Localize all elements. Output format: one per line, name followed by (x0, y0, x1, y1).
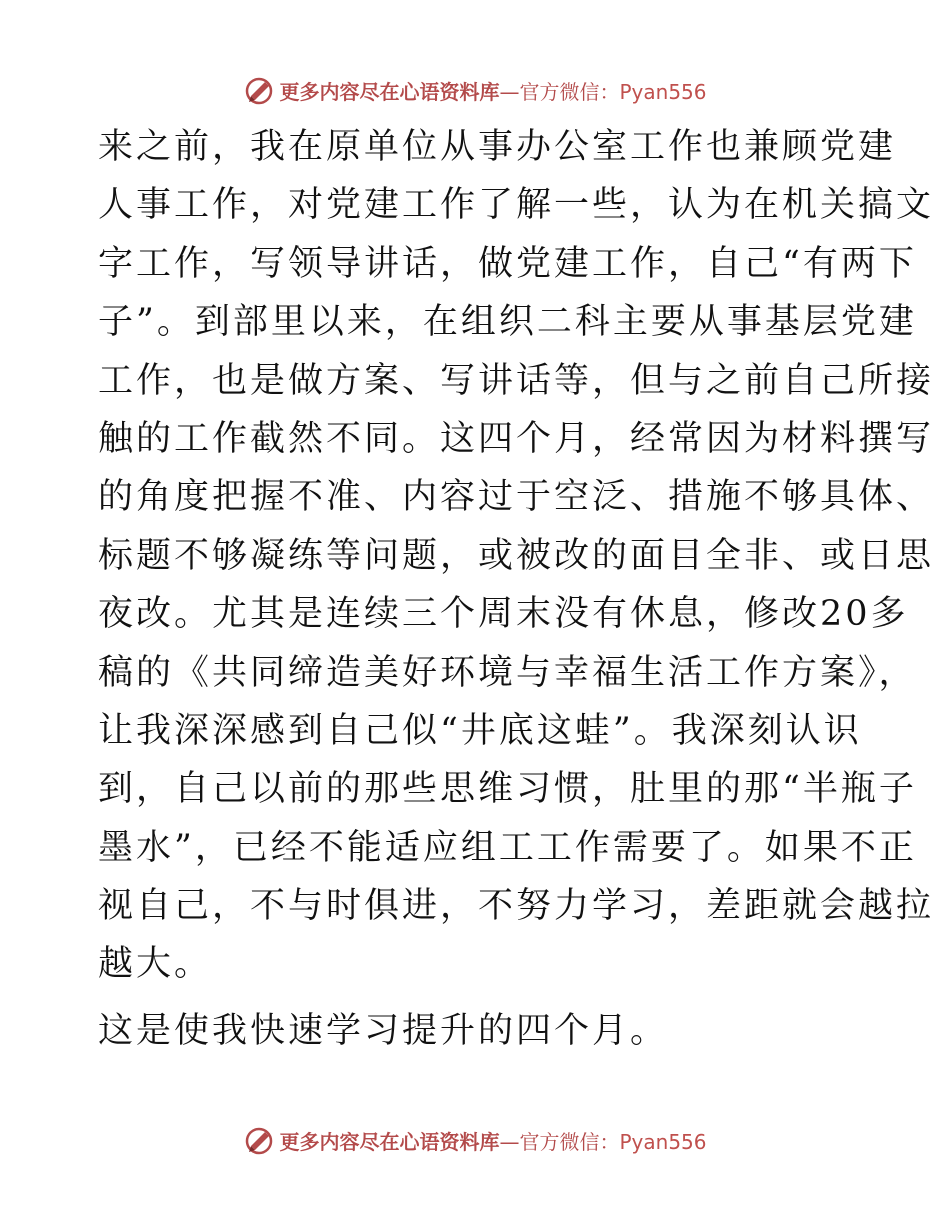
header-banner (0, 70, 950, 110)
banner-separator: — (499, 79, 520, 104)
banner-text (279, 1126, 706, 1155)
text-line: 视自己，不与时俱进，不努力学习，差距就会越拉 (98, 886, 935, 927)
text-line: 人事工作，对党建工作了解一些，认为在机关搞文 (98, 185, 935, 226)
text-line: 稿的《共同缔造美好环境与幸福生活工作方案》， (98, 652, 917, 693)
text-line: 越大。 (98, 944, 213, 985)
paragraph-1 (98, 118, 935, 994)
text-line: 夜改。尤其是连续三个周末没有休息，修改20多 (98, 594, 909, 635)
text-line: 墨水”，已经不能适应组工工作需要了。如果不正 (98, 827, 917, 868)
banner-separator: — (499, 1129, 520, 1154)
text-line: 字工作，写领导讲话，做党建工作，自己“有两下 (98, 243, 917, 284)
text-line: 让我深深感到自己似“井底这蛙”。我深刻认识 (98, 710, 862, 751)
pen-logo-icon (243, 74, 275, 106)
banner-text (279, 76, 706, 105)
banner-contact-label: 官方微信： (519, 1129, 620, 1154)
banner-contact-handle: Pyan556 (619, 1129, 707, 1154)
text-line: 工作，也是做方案、写讲话等，但与之前自己所接 (98, 360, 935, 401)
text-line: 的角度把握不准、内容过于空泛、措施不够具体、 (98, 477, 935, 518)
banner-contact-label: 官方微信： (519, 79, 620, 104)
banner-brand: 更多内容尽在心语资料库 (279, 79, 500, 104)
text-line: 这是使我快速学习提升的四个月。 (98, 1010, 669, 1051)
paragraph-gap (98, 994, 858, 1002)
footer-banner (0, 1120, 950, 1160)
document-body (98, 118, 935, 1060)
pen-logo-icon (243, 1124, 275, 1156)
banner-contact-handle: Pyan556 (619, 79, 707, 104)
banner-brand: 更多内容尽在心语资料库 (279, 1129, 500, 1154)
text-line: 来之前，我在原单位从事办公室工作也兼顾党建 (98, 127, 897, 167)
text-line: 到，自己以前的那些思维习惯，肚里的那“半瓶子 (98, 769, 917, 810)
text-line: 标题不够凝练等问题，或被改的面目全非、或日思 (98, 535, 935, 576)
text-line: 子”。到部里以来，在组织二科主要从事基层党建 (98, 302, 917, 343)
text-line: 触的工作截然不同。这四个月，经常因为材料撰写 (98, 418, 935, 459)
paragraph-2 (98, 1002, 858, 1060)
